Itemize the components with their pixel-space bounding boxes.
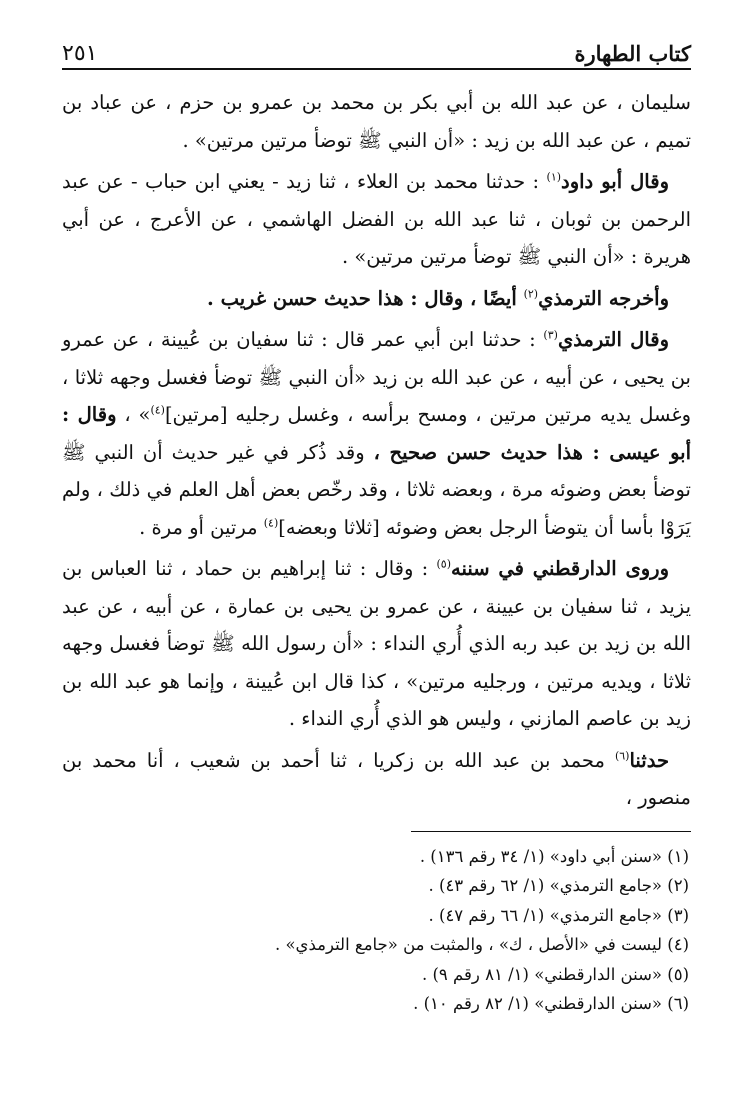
paragraph — [62, 163, 691, 276]
paragraph — [62, 280, 691, 318]
text-run: : حدثنا محمد بن العلاء ، ثنا زيد - يعني ابن حباب - عن عبد الرحمن بن ثوبان ، ثنا عبد الله بن الفضل الهاشمي ، عن الأعرج ، عن أبي هريرة : «أن النبي ﷺ توضأ مرتين مرتين» . — [62, 170, 691, 268]
footnote-marker: (٥) — [436, 557, 451, 571]
text-run: » ، — [116, 403, 151, 426]
bold-text: وقال أبو داود — [561, 170, 669, 193]
bold-text: وروى الدارقطني في سننه — [450, 557, 670, 580]
footnote-marker: (٤) — [150, 403, 165, 417]
footnote: (٢) «جامع الترمذي» (١/ ٦٢ رقم ٤٣) . — [428, 876, 689, 895]
bold-text: وقال : أبو عيسى : هذا حديث حسن صحيح ، — [62, 403, 691, 464]
footnotes — [62, 842, 691, 1019]
footnote-marker: (٣) — [543, 328, 558, 342]
footnote: (٤) ليست في «الأصل ، ك» ، والمثبت من «جامع الترمذي» . — [274, 935, 689, 954]
footnote-marker: (٤) — [263, 516, 279, 529]
paragraph — [62, 742, 691, 817]
paragraph — [62, 321, 691, 546]
bold-text: وقال الترمذي — [557, 328, 669, 351]
page-number: ٢٥١ — [62, 41, 98, 66]
main-text — [62, 84, 691, 817]
bold-text: حدثنا — [629, 748, 669, 772]
footnote-separator — [411, 831, 691, 832]
footnote-marker: (٢) — [523, 287, 539, 300]
paragraph — [62, 550, 691, 738]
text-run: : وقال : ثنا إبراهيم بن حماد ، ثنا العباس بن يزيد ، ثنا سفيان بن عيينة ، عن عمرو بن يحيى بن عمارة ، عن أبيه ، عن عبد الله بن زيد بن عبد ربه الذي أُري النداء : «أن رسول الله ﷺ توضأ فغسل وجهه ثلاثا ، ويديه مرتين ، ورجليه مرتين» ، كذا قال ابن عُيينة ، وإنما هو عبد الله بن زيد بن عاصم المازني ، وليس هو الذي أُري النداء . — [62, 557, 691, 730]
paragraph — [62, 84, 691, 159]
bold-text: أيضًا ، وقال : هذا حديث حسن غريب . — [207, 286, 524, 310]
footnote: (٣) «جامع الترمذي» (١/ ٦٦ رقم ٤٧) . — [428, 905, 689, 925]
header-rule — [62, 68, 691, 70]
footnote: (٥) «سنن الدارقطني» (١/ ٨١ رقم ٩) . — [421, 964, 689, 984]
bold-text: وأخرجه الترمذي — [538, 286, 669, 310]
footnote-marker: (١) — [546, 170, 562, 184]
text-run: : حدثنا ابن أبي عمر قال : ثنا سفيان بن عُيينة ، عن عمرو بن يحيى ، عن أبيه ، عن عبد الله بن زيد «أن النبي ﷺ توضأ فغسل وجهه ثلاثا ، وغسل يديه مرتين مرتين ، ومسح برأسه ، وغسل رجليه [مرتين] — [62, 328, 691, 426]
text-run: مرتين أو مرة . — [139, 515, 264, 539]
page-header — [62, 32, 691, 66]
footnote-marker: (٦) — [614, 749, 630, 762]
text-run: محمد بن عبد الله بن زكريا ، ثنا أحمد بن شعيب ، أنا محمد بن منصور ، — [62, 748, 691, 809]
text-run: وقد ذُكر في غير حديث أن النبي ﷺ توضأ بعض وضوئه مرة ، وبعضه ثلاثا ، وقد رخّص بعض أهل العلم في ذلك ، ولم يَرَوْا بأسا أن يتوضأ الرجل بعض وضوئه [ثلاثا وبعضه] — [62, 440, 691, 539]
text-run: سليمان ، عن عبد الله بن أبي بكر بن محمد بن عمرو بن حزم ، عن عباد بن تميم ، عن عبد الله بن زيد : «أن النبي ﷺ توضأ مرتين مرتين» . — [62, 91, 691, 152]
footnote: (٦) «سنن الدارقطني» (١/ ٨٢ رقم ١٠) . — [413, 994, 689, 1013]
running-title: كتاب الطهارة — [574, 41, 691, 66]
footnote: (١) «سنن أبي داود» (١/ ٣٤ رقم ١٣٦) . — [419, 846, 689, 866]
